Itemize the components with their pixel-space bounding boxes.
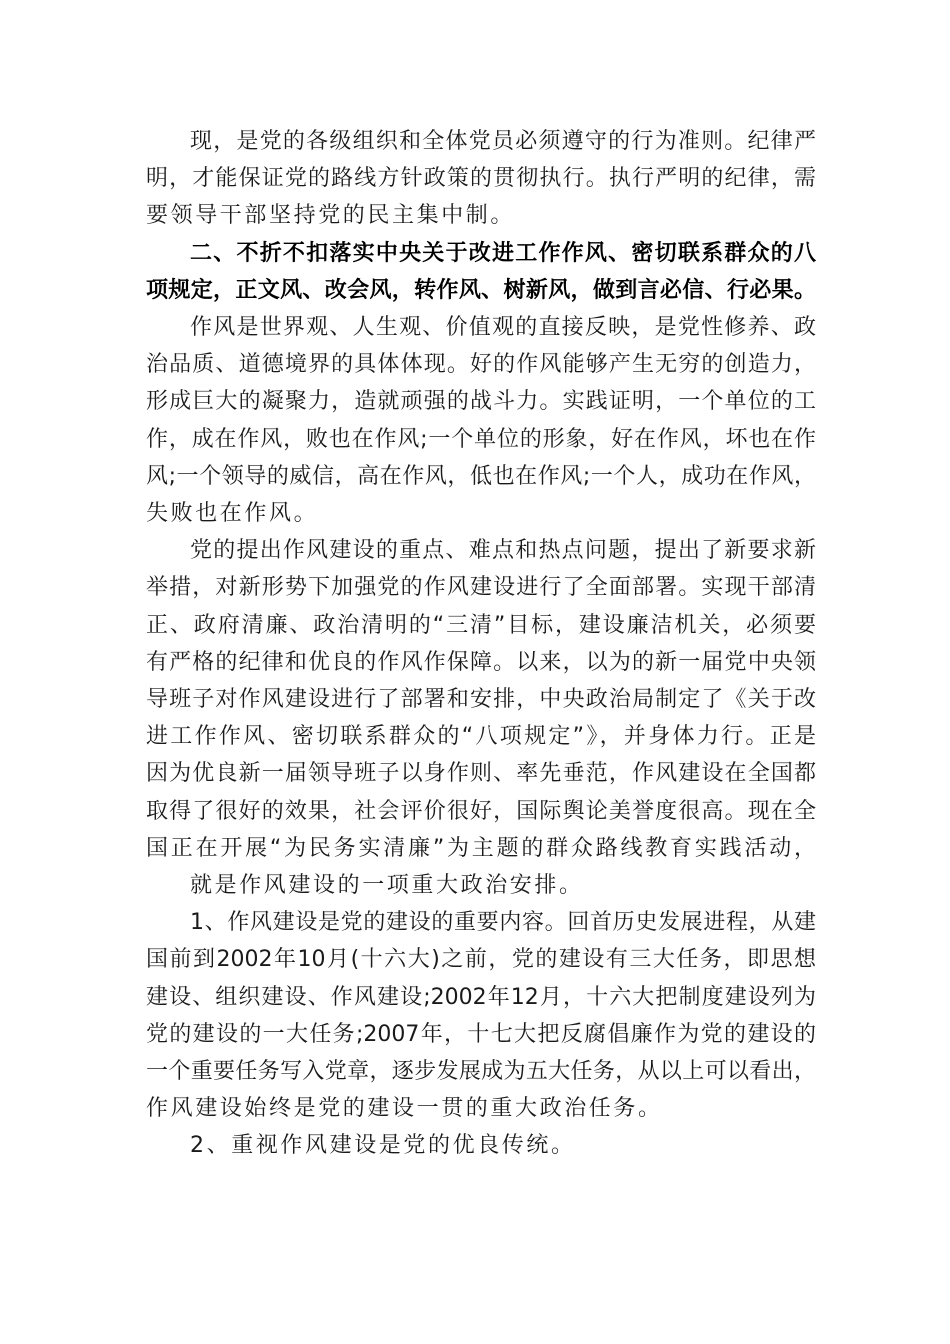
paragraph-line: 作风建设始终是党的建设一贯的重大政治任务。	[146, 1096, 663, 1122]
paragraph-line: 就是作风建设的一项重大政治安排。	[190, 873, 584, 898]
paragraph-line: 导班子对作风建设进行了部署和安排，中央政治局制定了《关于改	[146, 687, 816, 712]
paragraph-line: 要领导干部坚持党的民主集中制。	[146, 203, 516, 229]
paragraph-line: 有严格的纪律和优良的作风作保障。以来，以为的新一届党中央领	[146, 649, 816, 675]
paragraph-line: 一个重要任务写入党章，逐步发展成为五大任务，从以上可以看出，	[146, 1059, 816, 1084]
paragraph-line: 建设、组织建设、作风建设;2002年12月，十六大把制度建设列为	[146, 984, 816, 1010]
paragraph-line: 风;一个领导的威信，高在作风，低也在作风;一个人，成功在作风，	[146, 463, 816, 489]
paragraph-line: 国前到2002年10月(十六大)之前，党的建设有三大任务，即思想	[146, 947, 816, 973]
paragraph-line: 因为优良新一届领导班子以身作则、率先垂范，作风建设在全国都	[146, 761, 816, 787]
paragraph-line: 失败也在作风。	[146, 501, 319, 526]
paragraph-line: 党的建设的一大任务;2007年，十七大把反腐倡廉作为党的建设的	[146, 1021, 816, 1047]
paragraph-line: 现，是党的各级组织和全体党员必须遵守的行为准则。纪律严	[190, 129, 816, 154]
paragraph-line: 取得了很好的效果，社会评价很好，国际舆论美誉度很高。现在全	[146, 798, 816, 824]
paragraph-line: 党的提出作风建设的重点、难点和热点问题，提出了新要求新	[190, 538, 816, 564]
paragraph-line: 明，才能保证党的路线方针政策的贯彻执行。执行严明的纪律，需	[146, 166, 816, 192]
paragraph-line: 作，成在作风，败也在作风;一个单位的形象，好在作风，坏也在作	[146, 426, 816, 452]
paragraph-line: 举措，对新形势下加强党的作风建设进行了全面部署。实现干部清	[146, 575, 816, 601]
section-heading-line: 二、不折不扣落实中央关于改进工作作风、密切联系群众的八	[190, 240, 816, 266]
paragraph-line: 形成巨大的凝聚力，造就顽强的战斗力。实践证明，一个单位的工	[146, 389, 816, 415]
section-heading-line: 项规定，正文风、改会风，转作风、树新风，做到言必信、行必果。	[146, 277, 816, 303]
paragraph-line: 进工作作风、密切联系群众的“八项规定”》，并身体力行。正是	[146, 724, 816, 750]
paragraph-line: 国正在开展“为民务实清廉”为主题的群众路线教育实践活动，	[146, 835, 816, 861]
paragraph-line: 2、重视作风建设是党的优良传统。	[190, 1133, 576, 1159]
paragraph-line: 作风是世界观、人生观、价值观的直接反映，是党性修养、政	[190, 315, 816, 340]
paragraph-line: 治品质、道德境界的具体体现。好的作风能够产生无穷的创造力，	[146, 352, 816, 378]
paragraph-line: 正、政府清廉、政治清明的“三清”目标，建设廉洁机关，必须要	[146, 612, 816, 638]
paragraph-line: 1、作风建设是党的建设的重要内容。回首历史发展进程，从建	[190, 910, 816, 936]
